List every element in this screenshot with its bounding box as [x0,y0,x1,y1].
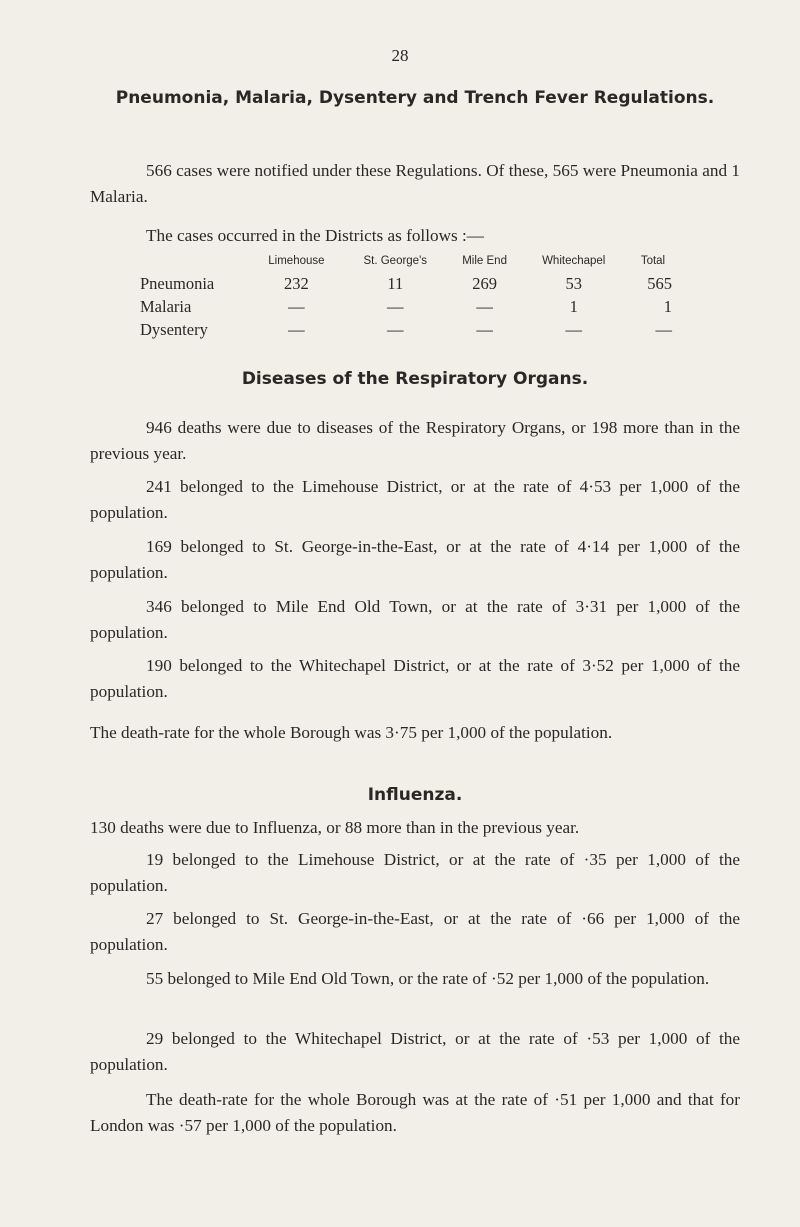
table-cell: 1 [663,296,672,316]
row-label: Dysentery [140,319,208,339]
table-header-cell: Limehouse [268,255,325,267]
regulations-paragraph-2: The cases occurred in the Districts as follows :— [146,226,484,245]
table-cell: — [387,319,404,339]
respiratory-heading: Diseases of the Respiratory Organs. [241,369,589,389]
regulations-heading: Pneumonia, Malaria, Dysentery and Trench Fever Regulations. [115,88,715,108]
page-number: 28 [391,46,409,65]
table-cell: 565 [647,273,672,293]
influenza-paragraph-6: The death-rate for the whole Borough was at the rate of ·51 per 1,000 and that for London was ·57 per 1,000 of the population. [90,1090,740,1135]
respiratory-paragraph-4: 346 belonged to Mile End Old Town, or at the rate of 3·31 per 1,000 of the population. [90,597,740,642]
table-row [140,295,680,318]
table-cell: 269 [472,273,497,293]
table-cell: — [476,296,493,316]
row-label: Malaria [140,296,192,316]
respiratory-paragraph-6: The death-rate for the whole Borough was 3·75 per 1,000 of the population. [90,723,613,742]
table-cell: 1 [569,296,578,316]
table-header-cell: St. George's [363,255,428,267]
table-cell: — [288,319,305,339]
table-header-cell [140,250,250,272]
respiratory-paragraph-3: 169 belonged to St. George-in-the-East, or at the rate of 4·14 per 1,000 of the population. [90,537,740,582]
district-cases-table [140,250,680,341]
influenza-paragraph-1: 130 deaths were due to Influenza, or 88 more than in the previous year. [90,818,580,837]
row-label: Pneumonia [140,273,215,293]
influenza-paragraph-5: 29 belonged to the Whitechapel District, or at the rate of ·53 per 1,000 of the population. [90,1029,740,1074]
respiratory-paragraph-5: 190 belonged to the Whitechapel District, or at the rate of 3·52 per 1,000 of the population. [90,656,740,701]
respiratory-paragraph-1: 946 deaths were due to diseases of the Respiratory Organs, or 198 more than in the previous year. [90,418,740,463]
influenza-paragraph-4: 55 belonged to Mile End Old Town, or the rate of ·52 per 1,000 of the population. [146,969,710,988]
influenza-paragraph-2: 19 belonged to the Limehouse District, or at the rate of ·35 per 1,000 of the population. [90,850,740,895]
table-cell: — [387,296,404,316]
table-cell: — [288,296,305,316]
table-cell: 232 [284,273,309,293]
influenza-heading: Influenza. [367,785,463,805]
respiratory-paragraph-2: 241 belonged to the Limehouse District, or at the rate of 4·53 per 1,000 of the population. [90,477,740,522]
table-header-row [140,250,680,272]
table-cell: — [565,319,582,339]
table-row [140,272,680,295]
table-row [140,318,680,341]
table-cell: — [476,319,493,339]
table-header-cell: Mile End [462,255,507,267]
table-cell: 11 [387,273,404,293]
table-header-cell: Whitechapel [542,255,606,267]
influenza-paragraph-3: 27 belonged to St. George-in-the-East, or at the rate of ·66 per 1,000 of the population. [90,909,740,954]
table-cell: — [655,319,672,339]
table-cell: 53 [565,273,582,293]
regulations-paragraph-1: 566 cases were notified under these Regulations. Of these, 565 were Pneumonia and 1 Malaria. [90,161,740,206]
table-header-cell: Total [640,255,666,267]
